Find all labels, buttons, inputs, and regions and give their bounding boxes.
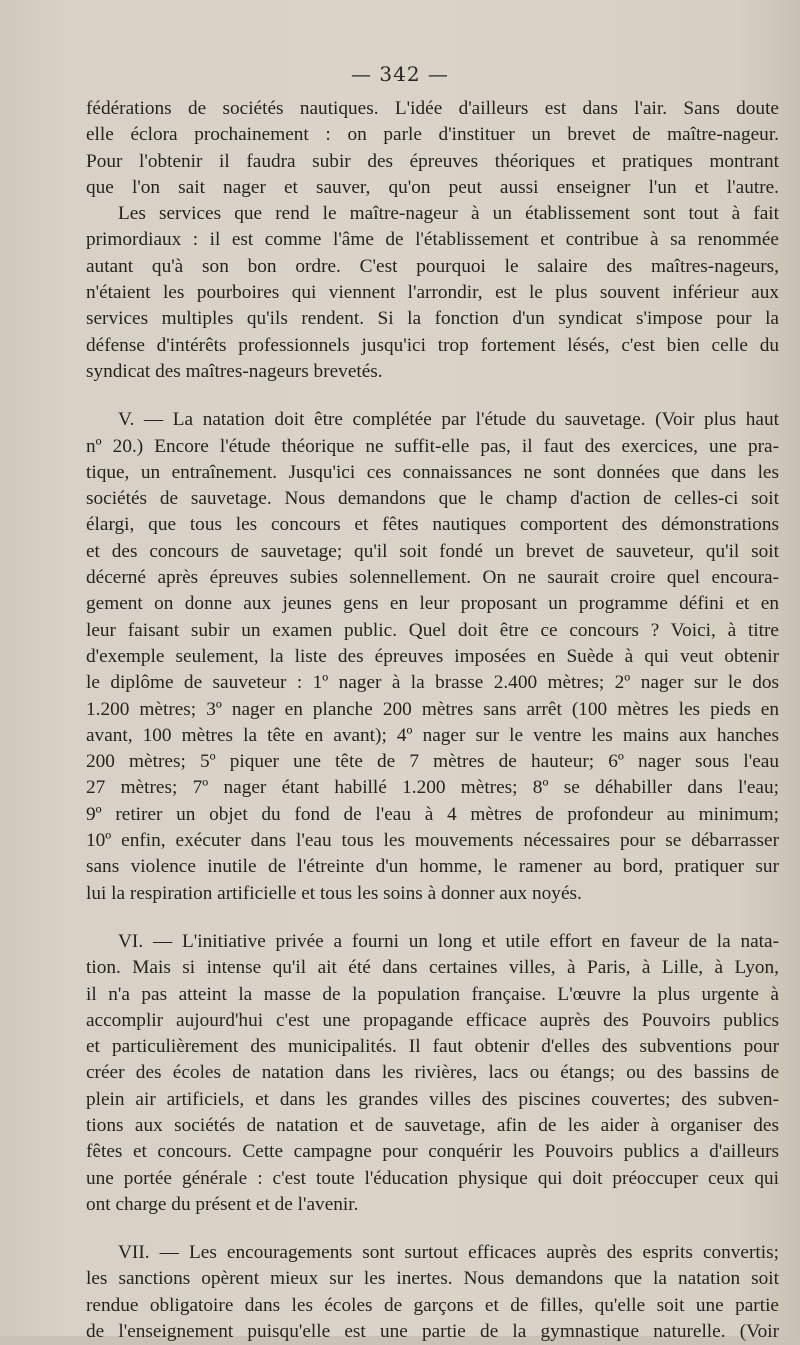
- text-line: fédérations de sociétés nautiques. L'idée d'ailleurs est dans l'air. Sans doute: [86, 98, 779, 119]
- text-line: sans violence inutile de l'étreinte d'un homme, le ramener au bord, pratiquer sur: [86, 856, 779, 878]
- text-line: défense d'intérêts professionnels jusqu'ici trop fortement lésés, c'est bien celle du: [86, 334, 779, 356]
- text-line: 9º retirer un objet du fond de l'eau à 4 mètres de profondeur au minimum;: [86, 803, 779, 825]
- text-line: une portée générale : c'est toute l'éducation physique qui doit préoccuper ceux qui: [86, 1167, 779, 1189]
- text-line: services multiples qu'ils rendent. Si la fonction d'un syndicat s'impose pour la: [86, 308, 779, 330]
- text-line: créer des écoles de natation dans les rivières, lacs ou étangs; ou des bassins de: [86, 1062, 779, 1084]
- text-line: avant, 100 mètres la tête en avant); 4º nager sur le ventre les mains aux hanches: [86, 724, 779, 746]
- paragraph-gap: [86, 385, 779, 407]
- text-line: élargi, que tous les concours et fêtes nautiques comportent des démonstrations: [86, 514, 779, 536]
- text-line: les sanctions opèrent mieux sur les inertes. Nous demandons que la natation soit: [86, 1268, 779, 1290]
- text-line: lui la respiration artificielle et tous les soins à donner aux noyés.: [86, 882, 582, 904]
- text-line: 27 mètres; 7º nager étant habillé 1.200 mètres; 8º se déhabiller dans l'eau;: [86, 777, 779, 799]
- text-line: leur faisant subir un examen public. Quel doit être ce concours ? Voici, à titre: [86, 619, 779, 641]
- text-line: il n'a pas atteint la masse de la population française. L'œuvre la plus urgente à: [86, 983, 779, 1005]
- paragraph-gap: [86, 1218, 779, 1240]
- text-line: que l'on sait nager et sauver, qu'on peut aussi enseigner l'un et l'autre.: [86, 176, 779, 198]
- text-line: VI. — L'initiative privée a fourni un long et utile effort en faveur de la nata-: [118, 930, 779, 952]
- paragraph-gap: [86, 907, 779, 929]
- text-line: Pour l'obtenir il faudra subir des épreuves théoriques et pratiques montrant: [86, 150, 779, 172]
- text-line: décerné après épreuves subies solennellement. On ne saurait croire quel encoura-: [86, 567, 779, 589]
- text-line: tions aux sociétés de natation et de sauvetage, afin de les aider à organiser des: [86, 1114, 779, 1136]
- text-line: et des concours de sauvetage; qu'il soit fondé un brevet de sauveteur, qu'il soit: [86, 540, 779, 562]
- text-line: le diplôme de sauveteur : 1º nager à la brasse 2.400 mètres; 2º nager sur le dos: [86, 672, 779, 694]
- text-line: n'étaient les pourboires qui viennent l'arrondir, est le plus souvent inférieur aux: [86, 282, 779, 304]
- text-line: nº 20.) Encore l'étude théorique ne suffit-elle pas, il faut des exercices, une pra-: [86, 435, 779, 457]
- text-line: 1.200 mètres; 3º nager en planche 200 mètres sans arrêt (100 mètres les pieds en: [86, 698, 779, 720]
- text-line: ont charge du présent et de l'avenir.: [86, 1193, 359, 1215]
- text-line: tion. Mais si intense qu'il ait été dans certaines villes, à Paris, à Lille, à Lyon,: [86, 957, 779, 979]
- paragraph: [86, 407, 779, 907]
- paragraph: [86, 96, 779, 201]
- paragraph: [86, 201, 779, 385]
- text-line: autant qu'à son bon ordre. C'est pourquoi le salaire des maîtres-nageurs,: [86, 255, 779, 277]
- text-line: 200 mètres; 5º piquer une tête de 7 mètres de hauteur; 6º nager sous l'eau: [86, 751, 779, 773]
- text-line: tique, un entraînement. Jusqu'ici ces connaissances ne sont données que dans les: [86, 461, 779, 483]
- text-line: rendue obligatoire dans les écoles de garçons et de filles, qu'elle soit une partie: [86, 1294, 779, 1316]
- text-line: primordiaux : il est comme l'âme de l'établissement et contribue à sa renommée: [86, 229, 779, 251]
- text-line: accomplir aujourd'hui c'est une propagande efficace auprès des Pouvoirs publics: [86, 1009, 779, 1031]
- paragraph: [86, 1240, 779, 1345]
- text-line: syndicat des maîtres-nageurs brevetés.: [86, 360, 383, 382]
- text-line: fêtes et concours. Cette campagne pour conquérir les Pouvoirs publics a d'ailleurs: [86, 1141, 779, 1163]
- text-line: gement on donne aux jeunes gens en leur proposant un programme défini et en: [86, 593, 779, 615]
- text-line: VII. — Les encouragements sont surtout efficaces auprès des esprits convertis;: [118, 1242, 779, 1264]
- text-line: elle éclora prochainement : on parle d'instituer un brevet de maître-nageur.: [86, 124, 779, 146]
- text-line: sociétés de sauvetage. Nous demandons que le champ d'action de celles-ci soit: [86, 488, 779, 510]
- text-line: de l'enseignement puisqu'elle est une partie de la gymnastique naturelle. (Voir: [86, 1321, 779, 1343]
- text-line: V. — La natation doit être complétée par l'étude du sauvetage. (Voir plus haut: [118, 409, 779, 431]
- paragraph: [86, 929, 779, 1218]
- page-body-text: [86, 96, 779, 1345]
- text-line: 10º enfin, exécuter dans l'eau tous les mouvements nécessaires pour se débarrasser: [86, 830, 779, 852]
- text-line: et particulièrement des municipalités. Il faut obtenir d'elles des subventions pour: [86, 1036, 779, 1058]
- text-line: d'exemple seulement, la liste des épreuves imposées en Suède à qui veut obtenir: [86, 645, 779, 667]
- page-number: — 342 —: [351, 62, 449, 86]
- text-line: Les services que rend le maître-nageur à un établissement sont tout à fait: [118, 203, 779, 225]
- text-line: plein air artificiels, et dans les grandes villes des piscines couvertes; des subven-: [86, 1088, 779, 1110]
